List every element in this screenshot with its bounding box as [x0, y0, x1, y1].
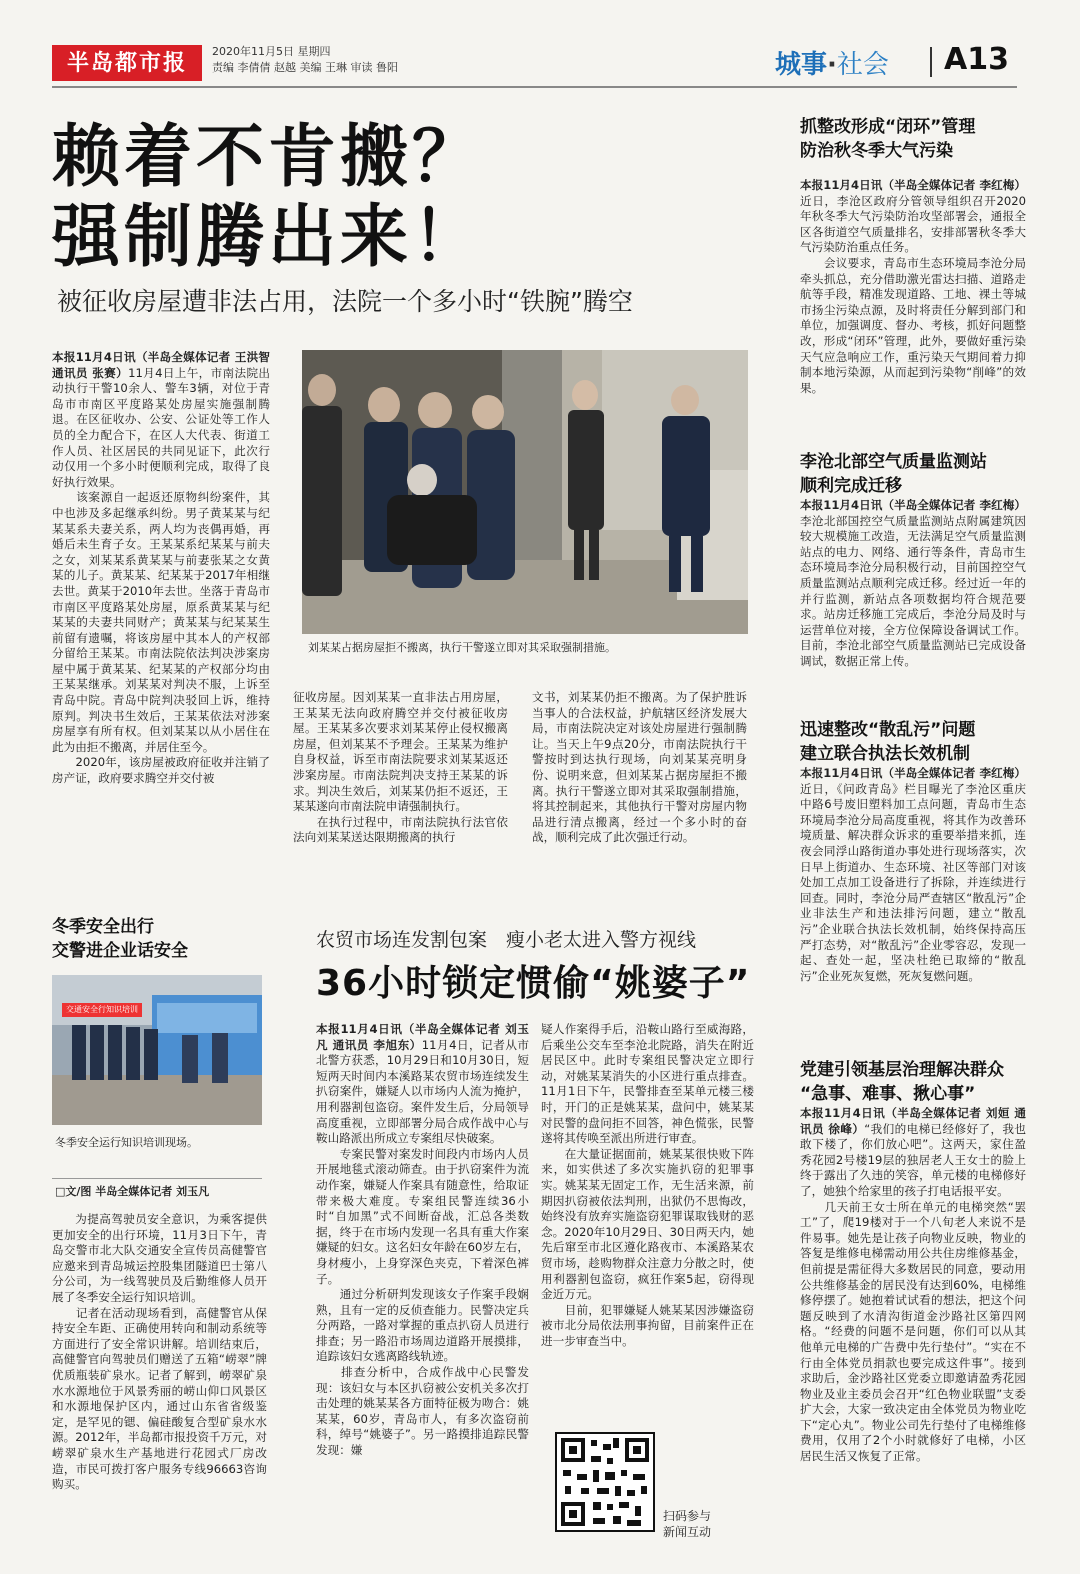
editor-credits: 责编 李倩倩 赵越 美编 王琳 审读 鲁阳	[212, 61, 398, 74]
lead-headline-line2: 强制腾出来！	[52, 198, 485, 277]
right-story-4-byline: 本报11月4日讯（半岛全媒体记者 刘姮 通讯员 徐峰）	[800, 1106, 1026, 1136]
safety-story-title	[52, 915, 272, 963]
right-story-1-byline: 本报11月4日讯（半岛全媒体记者 李红梅）	[800, 178, 1026, 192]
lead-column-2: 征收房屋。因刘某某一直非法占用房屋，王某某无法向政府腾空并交付被征收房屋。王某某多次要求刘某某停止侵权搬离房屋，但刘某某不予理会。王某某为维护自身权益，诉至市南法院要求刘某某返还涉案房屋。市南法院判决支持王某某的诉求。判决生效后，刘某某仍拒不返还，王某某遂向市南法院申请强制执行。 在执行过程中，市南法院执行法官依法向刘某某送达限期搬离的执行	[293, 690, 508, 845]
masthead-rule	[52, 86, 1017, 88]
right-story-4-text: “我们的电梯已经修好了，我也敢下楼了，你们放心吧”。这两天，家住盈秀花园2号楼19层的独居老人王女士的脸上终于露出了久违的笑容，单元楼的电梯修好了，她独个给家里的孩子打电话报平安。 几天前王女士所在单元的电梯突然“罢工”了，爬19楼对于一个八旬老人来说不是件易事。她先是让孩子向物业反映，物业的答复是维修电梯需动用公共住房维修基金，但前提是需征得大多数居民的同意，要动用公共维修基金的居民没有达到60%，电梯维修停摆了。她抱着试试看的想法，把这个问题反映到了水清沟街道金沙路社区第四网格。“经费的问题不是问题，你们可以从其他单元电梯的广告费中先行垫付”。“实在不行由全体党员捐款也要完成这件事”。接到求助后，金沙路社区党委立即邀请盈秀花园物业及业主委员会召开“红色物业联盟”支委扩大会，大家一致决定由全体党员为物业吃下“定心丸”。物业公司先行垫付了电梯维修费用，仅用了2个小时就修好了电梯，小区居民生活又恢复了正常。	[800, 1121, 1026, 1464]
right-story-3-title-line2: 建立联合执法长效机制	[800, 744, 970, 764]
lead-photo-caption: 刘某某占据房屋拒不搬离，执行干警遂立即对其采取强制措施。	[308, 641, 616, 654]
safety-photo	[52, 975, 262, 1125]
right-story-2-body	[800, 498, 1026, 688]
right-story-1-title-line2: 防治秋冬季大气污染	[800, 141, 953, 161]
qr-code[interactable]	[555, 1432, 655, 1532]
right-story-3-title	[800, 718, 1020, 766]
right-story-3-body	[800, 766, 1026, 1026]
lead-headline-line1: 赖着不肯搬？	[52, 118, 485, 197]
thief-column-1-text: 11月4日，记者从市北警方获悉，10月29日和10月30日，短短两天时间内本溪路某农贸市场连续发生扒窃案件，嫌疑人以市场内人流为掩护，用利器割包盗窃。案件发生后，分局领导高度重视，立即部署分局合成作战中心与鞍山路派出所成立专案组尽快破案。 专案民警对案发时间段内市场内人员开展地毯式滚动筛查。由于扒窃案件为流动作案，嫌疑人作案具有随意性，给取证带来极大难度。专案组民警连续36小时“自加黑”式不间断奋战，汇总各类数据，终于在市场内发现一名具有重大作案嫌疑的妇女。这名妇女年龄在60岁左右，身材瘦小，上身穿深色夹克，下着深色裤子。 通过分析研判发现该女子作案手段娴熟，且有一定的反侦查能力。民警决定兵分两路，一路对掌握的重点扒窃人员进行排查；另一路沿市场周边道路开展摸排，追踪该妇女逃离路线轨迹。 排查分析中，合成作战中心民警发现：该妇女与本区扒窃被公安机关多次打击处理的姚某某各方面特征极为吻合：姚某某，60岁，青岛市人，有多次盗窃前科，绰号“姚婆子”。另一路摸排追踪民警发现：嫌	[316, 1037, 529, 1458]
right-story-3-text: 近日，《问政青岛》栏目曝光了李沧区重庆中路6号废旧塑料加工点问题，青岛市生态环境局李沧分局高度重视，将其作为改善环境质量、解决群众诉求的重要举措来抓，连夜会同浮山路街道办事处进行现场落实，次日早上街道办、生态环境、社区等部门对该处加工点加工设备进行了拆除，并连续进行回查。同时，李沧分局严查辖区“散乱污”企业非法生产和违法排污问题，建立“散乱污”企业联合执法长效机制，始终保持高压严打态势，对“散乱污”企业零容忍，发现一起、查处一起，坚决杜绝已取缔的“散乱污”企业死灰复燃，死灰复燃问题。	[800, 781, 1026, 983]
lead-photo-illustration	[302, 350, 748, 634]
right-story-1-title	[800, 115, 1020, 163]
lead-column-3: 文书，刘某某仍拒不搬离。为了保护胜诉当事人的合法权益，护航辖区经济发展大局，市南法院决定对该处房屋进行强制腾让。当天上午9点20分，市南法院执行干警按时到达执行现场，向刘某某亮明身份、说明来意，但刘某某占据房屋拒不搬离。执行干警遂立即对其采取强制措施，将其控制起来，其他执行干警对房屋内物品进行清点搬离，经过一个多小时的奋战，顺利完成了此次强迁行动。	[532, 690, 747, 845]
safety-rule	[52, 1178, 262, 1179]
safety-title-line1: 冬季安全出行	[52, 917, 154, 937]
right-story-2-title-line2: 顺利完成迁移	[800, 476, 902, 496]
section-name	[775, 44, 889, 81]
page-number: A13	[944, 42, 1009, 77]
lead-headline	[52, 118, 484, 278]
section-dot: ·	[827, 50, 837, 80]
right-story-3-byline: 本报11月4日讯（半岛全媒体记者 李红梅）	[800, 766, 1026, 780]
right-story-2-title-line1: 李沧北部空气质量监测站	[800, 452, 987, 472]
right-story-2-byline: 本报11月4日讯（半岛全媒体记者 李红梅）	[800, 498, 1026, 512]
thief-headline: 36小时锁定惯偷“姚婆子”	[316, 963, 751, 1004]
lead-byline: 本报11月4日讯（半岛全媒体记者 王洪智 通讯员 张赛）	[52, 350, 275, 380]
section-divider	[930, 47, 932, 77]
qr-label-line2: 新闻互动	[663, 1525, 712, 1539]
thief-column-2: 疑人作案得手后，沿鞍山路行至威海路，后乘坐公交车至李沧北院路，消失在附近居民区中。此时专案组民警决定立即行动，对姚某某消失的小区进行重点排查。11月1日下午，民警排查至某单元楼三楼时，开门的正是姚某某，盘问中，姚某某对民警的盘问拒不回答，神色慌张，民警遂将其传唤至派出所进行审查。 在大量证据面前，姚某某很快败下阵来，如实供述了多次实施扒窃的犯罪事实。姚某某无固定工作，无生活来源，前期因扒窃被依法判刑，出狱仍不思悔改，始终没有放弃实施盗窃犯罪谋取钱财的恶念。2020年10月29日、30日两天内，她先后窜至市北区遵化路夜市、本溪路某农贸市场，趁购物群众注意力分散之时，使用利器割包盗窃，疯狂作案5起，窃得现金近万元。 目前，犯罪嫌疑人姚某某因涉嫌盗窃被市北分局依法刑事拘留，目前案件正在进一步审查当中。	[541, 1022, 754, 1348]
safety-banner: 交通安全行知识培训	[66, 1005, 138, 1014]
right-story-2-title	[800, 450, 1020, 498]
right-story-3-title-line1: 迅速整改“散乱污”问题	[800, 720, 976, 740]
section-sub: 社会	[836, 50, 889, 80]
issue-date: 2020年11月5日 星期四	[212, 45, 331, 58]
masthead-meta	[212, 44, 398, 76]
lead-photo	[302, 350, 748, 634]
qr-code-icon	[557, 1434, 653, 1530]
thief-byline: 本报11月4日讯（半岛全媒体记者 刘玉凡 通讯员 李旭东）	[316, 1022, 529, 1052]
safety-body: 为提高驾驶员安全意识，为乘客提供更加安全的出行环境，11月3日下午，青岛交警市北大队交通安全宣传员高健警官应邀来到青岛城运控股集团隧道巴士第八分公司，为一线驾驶员及后勤维修人员开展了冬季安全运行知识培训。 记者在活动现场看到，高健警官从保持安全车距、正确使用转向和制动系统等方面进行了安全常识讲解。培训结束后，高健警官向驾驶员们赠送了五箱“崂翠”牌优质瓶装矿泉水。记者了解到，崂翠矿泉水水源地位于风景秀丽的崂山仰口风景区和水源地保护区内，通过山东省省级鉴定，是罕见的锶、偏硅酸复合型矿泉水水源。2012年，半岛都市报投资千万元，对崂翠矿泉水生产基地进行花园式厂房改造，市民可拨打客户服务专线96663咨询购买。	[52, 1212, 268, 1492]
lead-column-1-text: 11月4日上午，市南法院出动执行干警10余人、警车3辆，对位于青岛市市南区平度路某处房屋实施强制腾退。在区征收办、公安、公证处等工作人员的全力配合下，在区人大代表、街道工作人员、社区居民的共同见证下，此次行动仅用一个多小时便顺利完成，取得了良好执行效果。 该案源自一起返还原物纠纷案件，其中也涉及多起继承纠纷。男子黄某某与纪某某系夫妻关系，两人均为丧偶再婚，再婚后未生育子女。王某某系纪某某与前夫之女，刘某某系黄某某与前妻张某之女黄某的儿子。黄某某、纪某某于2017年相继去世。黄某于2010年去世。坐落于青岛市市南区平度路某处房屋，原系黄某某与纪某某的夫妻共同财产；黄某某与纪某某生前留有遗嘱，将该房屋中其本人的产权部分留给王某某。市南法院依法判决涉案房屋中属于黄某某、纪某某的产权部分均由王某某继承。刘某某对判决不服，上诉至青岛中院。青岛中院判决驳回上诉，维持原判。判决书生效后，王某某依法对涉案房屋享有所有权。但刘某某以从小居住在此为由拒不搬离，并居住至今。 2020年，该房屋被政府征收并注销了房产证，政府要求腾空并交付被	[52, 365, 270, 786]
right-story-4-title	[800, 1058, 1030, 1106]
right-story-4-title-line1: 党建引领基层治理解决群众	[800, 1060, 1004, 1080]
lead-subhead: 被征收房屋遭非法占用，法院一个多小时“铁腕”腾空	[57, 287, 633, 316]
right-story-2-text: 李沧北部国控空气质量监测站点附属建筑因较大规模施工改造，无法满足空气质量监测站点的电力、网络、通行等条件，青岛市生态环境局李沧分局积极行动，目前国控空气质量监测站点顺利完成迁移。经过近一年的并行监测，新站点各项数据均符合规范要求。站房迁移施工完成后，李沧分局及时与运营单位对接，全方位保障设备调试工作。目前，李沧北部空气质量监测站已完成设备调试，数据正常上传。	[800, 513, 1026, 668]
safety-title-line2: 交警进企业话安全	[52, 941, 188, 961]
right-story-4-body	[800, 1106, 1026, 1554]
qr-label-line1: 扫码参与	[663, 1509, 712, 1523]
thief-column-1	[316, 1022, 529, 1554]
thief-kicker: 农贸市场连发割包案 瘦小老太进入警方视线	[316, 929, 697, 951]
qr-label	[663, 1508, 711, 1540]
section-main: 城事	[775, 50, 828, 80]
safety-photo-caption: 冬季安全运行知识培训现场。	[55, 1136, 198, 1149]
right-story-1-body	[800, 178, 1026, 428]
lead-column-1	[52, 350, 275, 862]
right-story-1-title-line1: 抓整改形成“闭环”管理	[800, 117, 976, 137]
newspaper-logo: 半岛都市报	[52, 45, 202, 81]
safety-photo-illustration	[52, 975, 262, 1125]
safety-credit: □文/图 半岛全媒体记者 刘玉凡	[55, 1185, 210, 1198]
right-story-4-title-line2: “急事、难事、揪心事”	[800, 1084, 976, 1104]
right-story-1-text: 近日，李沧区政府分管领导组织召开2020年秋冬季大气污染防治攻坚部署会，通报全区各街道空气质量排名，安排部署秋冬季大气污染防治重点任务。 会议要求，青岛市生态环境局李沧分局牵头抓总，充分借助激光雷达扫描、道路走航等手段，精准发现道路、工地、裸土等城市扬尘污染点源，及时将责任分解到部门和单位，加强调度、督办、考核，抓好问题整改，形成“闭环”管理，此外，要做好重污染天气应急响应工作，重污染天气期间着力抑制本地污染源，从而起到污染物“削峰”的效果。	[800, 193, 1026, 395]
